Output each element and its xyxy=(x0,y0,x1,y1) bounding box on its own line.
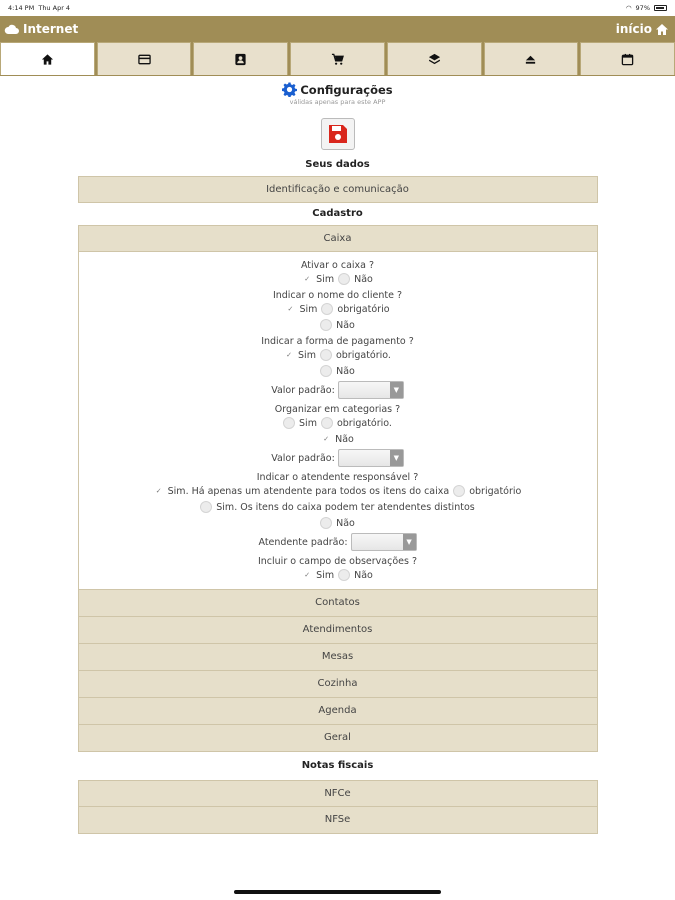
radio-sim[interactable] xyxy=(283,417,295,429)
question-forma-pagamento xyxy=(79,336,597,401)
valor-padrao-label: Valor padrão: xyxy=(271,452,335,464)
options-line xyxy=(79,317,597,333)
radio-obrigatorio[interactable] xyxy=(321,417,333,429)
radio-nao[interactable] xyxy=(338,273,350,285)
nfce-bar[interactable]: NFCe xyxy=(78,780,598,807)
option-atendentes-distintos: Sim. Os itens do caixa podem ter atendentes distintos xyxy=(216,501,475,513)
caixa-bar[interactable]: Caixa xyxy=(78,225,598,252)
home-link-label: início xyxy=(615,22,652,36)
question-label: Incluir o campo de observações ? xyxy=(257,556,418,567)
geral-bar[interactable]: Geral xyxy=(78,725,598,752)
page-title-text: Configurações xyxy=(300,82,393,97)
option-obrigatorio: obrigatório. xyxy=(336,417,392,429)
option-sim: Sim xyxy=(299,417,317,429)
tab-calendar[interactable] xyxy=(580,42,675,75)
option-sim: Sim xyxy=(299,303,318,315)
check-icon[interactable]: ✓ xyxy=(323,435,330,443)
radio-nao[interactable] xyxy=(338,569,350,581)
contact-icon xyxy=(234,53,247,66)
pagamento-select[interactable] xyxy=(338,381,404,399)
check-icon[interactable]: ✓ xyxy=(155,487,162,495)
options-line xyxy=(79,363,597,379)
chevron-down-icon: ▼ xyxy=(390,450,403,466)
question-label: Ativar o caixa ? xyxy=(300,260,375,271)
valor-padrao-label: Valor padrão: xyxy=(271,384,335,396)
tab-home[interactable] xyxy=(0,42,95,75)
tab-bar xyxy=(0,42,675,76)
tab-eject[interactable] xyxy=(484,42,579,75)
status-bar xyxy=(0,0,675,16)
cozinha-bar[interactable]: Cozinha xyxy=(78,671,598,698)
radio-atendentes-distintos[interactable] xyxy=(200,501,212,513)
nfse-bar[interactable]: NFSe xyxy=(78,807,598,834)
option-nao: Não xyxy=(336,365,355,377)
options-line xyxy=(79,415,597,431)
atendimentos-bar[interactable]: Atendimentos xyxy=(78,617,598,644)
question-ativar-caixa xyxy=(79,260,597,287)
option-sim: Sim xyxy=(316,273,335,285)
options-line xyxy=(79,515,597,531)
radio-nao[interactable] xyxy=(320,319,332,331)
atendente-padrao-line xyxy=(79,531,597,553)
cloud-icon xyxy=(4,24,20,35)
question-label: Indicar o nome do cliente ? xyxy=(272,290,403,301)
question-label: Organizar em categorias ? xyxy=(274,404,401,415)
question-label: Indicar o atendente responsável ? xyxy=(256,472,419,483)
radio-obrigatorio[interactable] xyxy=(321,303,333,315)
radio-obrigatorio[interactable] xyxy=(453,485,465,497)
question-observacoes xyxy=(79,556,597,583)
question-categorias xyxy=(79,404,597,469)
section-cadastro: Cadastro xyxy=(312,208,363,219)
status-indicators xyxy=(626,4,667,12)
notas-panel xyxy=(78,780,598,834)
check-icon[interactable]: ✓ xyxy=(304,275,311,283)
connection-label: Internet xyxy=(23,22,79,36)
home-icon xyxy=(655,23,669,36)
agenda-bar[interactable]: Agenda xyxy=(78,698,598,725)
layers-icon xyxy=(428,53,441,66)
cart-icon xyxy=(331,53,344,66)
wifi-icon: ◠ xyxy=(625,4,632,12)
question-label: Indicar a forma de pagamento ? xyxy=(261,336,414,347)
save-button[interactable] xyxy=(321,118,355,150)
section-notas-fiscais: Notas fiscais xyxy=(301,760,374,771)
connection-status xyxy=(4,22,78,36)
options-line xyxy=(79,271,597,287)
option-nao: Não xyxy=(336,517,355,529)
eject-icon xyxy=(524,53,537,66)
check-icon[interactable]: ✓ xyxy=(304,571,311,579)
seus-dados-panel xyxy=(78,176,598,203)
option-nao: Não xyxy=(354,273,373,285)
page-title xyxy=(0,82,675,97)
option-um-atendente: Sim. Há apenas um atendente para todos os itens do caixa xyxy=(167,485,450,497)
check-icon[interactable]: ✓ xyxy=(286,351,292,359)
tab-card[interactable] xyxy=(97,42,192,75)
check-icon[interactable]: ✓ xyxy=(287,305,294,313)
tab-contacts[interactable] xyxy=(193,42,288,75)
contatos-bar[interactable]: Contatos xyxy=(78,590,598,617)
option-obrigatorio: obrigatório. xyxy=(335,349,391,361)
chevron-down-icon: ▼ xyxy=(403,534,416,550)
question-nome-cliente xyxy=(79,290,597,333)
page-header xyxy=(0,76,675,150)
battery-icon xyxy=(654,5,667,11)
options-line xyxy=(79,431,597,447)
valor-padrao-line xyxy=(79,379,597,401)
mesas-bar[interactable]: Mesas xyxy=(78,644,598,671)
status-time-date: 4:14 PM Thu Apr 4 xyxy=(8,4,71,12)
tab-layers[interactable] xyxy=(387,42,482,75)
options-line xyxy=(79,483,597,499)
identificacao-bar[interactable]: Identificação e comunicação xyxy=(78,176,598,203)
option-nao: Não xyxy=(336,319,355,331)
save-icon xyxy=(327,123,349,145)
option-sim: Sim xyxy=(298,349,316,361)
tab-cart[interactable] xyxy=(290,42,385,75)
cadastro-panel xyxy=(78,225,598,752)
page-subtitle: válidas apenas para este APP xyxy=(289,98,386,106)
option-obrigatorio: obrigatório xyxy=(337,303,390,315)
radio-obrigatorio[interactable] xyxy=(320,349,332,361)
home-link[interactable] xyxy=(616,22,669,36)
option-nao: Não xyxy=(354,569,373,581)
top-bar xyxy=(0,16,675,42)
options-line xyxy=(79,347,597,363)
valor-padrao-line xyxy=(79,447,597,469)
categoria-select[interactable] xyxy=(338,449,404,467)
section-seus-dados: Seus dados xyxy=(305,159,370,170)
atendente-padrao-label: Atendente padrão: xyxy=(258,536,348,548)
caixa-settings xyxy=(78,252,598,590)
radio-nao[interactable] xyxy=(320,517,332,529)
options-line xyxy=(79,499,597,515)
option-obrigatorio: obrigatório xyxy=(469,485,522,497)
home-icon xyxy=(41,53,54,66)
calendar-icon xyxy=(621,53,634,66)
chevron-down-icon: ▼ xyxy=(390,382,403,398)
option-nao: Não xyxy=(335,433,354,445)
battery-percent: 97% xyxy=(635,4,650,12)
option-sim: Sim xyxy=(316,569,335,581)
atendente-select[interactable] xyxy=(351,533,417,551)
question-atendente xyxy=(79,472,597,553)
options-line xyxy=(79,301,597,317)
gear-icon xyxy=(282,82,297,97)
home-indicator xyxy=(234,890,441,894)
radio-nao[interactable] xyxy=(320,365,332,377)
options-line xyxy=(79,567,597,583)
card-icon xyxy=(138,53,151,66)
